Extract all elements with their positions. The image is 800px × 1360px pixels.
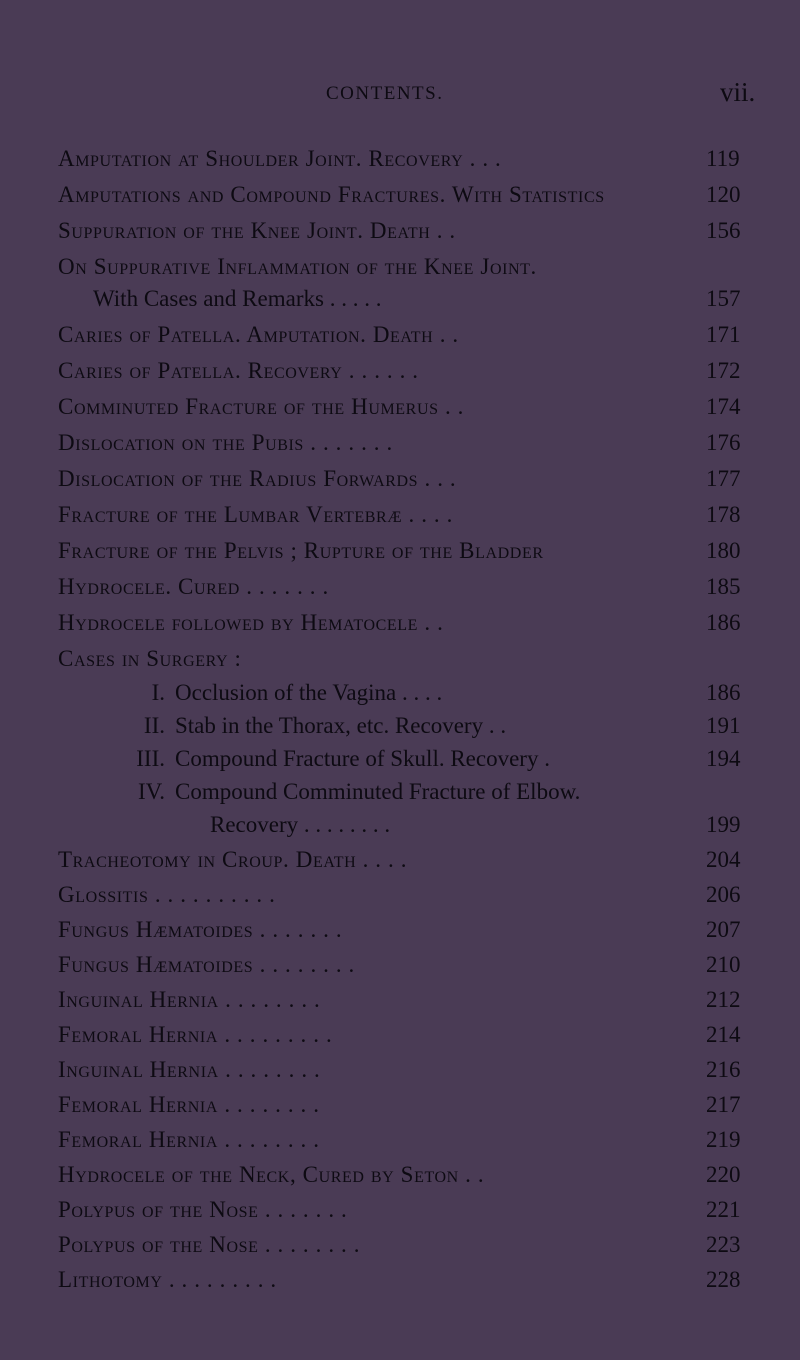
toc-entry: Hydrocele followed by Hematocele . . 186: [58, 610, 741, 635]
toc-entry: With Cases and Remarks . . . . . 157: [93, 286, 741, 311]
toc-entry: Inguinal Hernia . . . . . . . . 212: [58, 987, 741, 1012]
toc-entry: On Suppurative Inflammation of the Knee Joint.: [58, 254, 537, 279]
toc-entry: Femoral Hernia . . . . . . . . . 214: [58, 1022, 741, 1047]
page-header: [0, 77, 800, 113]
toc-entry: Fungus Hæmatoides . . . . . . . . 210: [58, 952, 741, 977]
toc-entry: Glossitis . . . . . . . . . . 206: [58, 882, 741, 907]
toc-entry: Caries of Patella. Amputation. Death . . 171: [58, 322, 741, 347]
toc-entry: Polypus of the Nose . . . . . . . 221: [58, 1197, 741, 1222]
toc-entry: Femoral Hernia . . . . . . . . 217: [58, 1092, 741, 1117]
toc-entry: II. Stab in the Thorax, etc. Recovery . . 191: [143, 713, 741, 738]
toc-entry: Fracture of the Pelvis ; Rupture of the Bladder 180: [58, 538, 741, 563]
toc-entry: Amputations and Compound Fractures. With Statistics 120: [58, 182, 741, 207]
toc-entry: Suppuration of the Knee Joint. Death . . 156: [58, 218, 741, 243]
toc-entry: Cases in Surgery :: [58, 646, 242, 671]
toc-entry: III. Compound Fracture of Skull. Recovery . 194: [136, 746, 741, 771]
toc-entry: Tracheotomy in Croup. Death . . . . 204: [58, 847, 741, 872]
toc-entry: IV. Compound Comminuted Fracture of Elbow.: [137, 779, 581, 804]
page-title: CONTENTS.: [326, 83, 444, 104]
toc-entry: Dislocation of the Radius Forwards . . . 177: [58, 466, 741, 491]
toc-entry: Caries of Patella. Recovery . . . . . . 172: [58, 358, 741, 383]
toc-entry: Comminuted Fracture of the Humerus . . 174: [58, 394, 741, 419]
toc-entry: Hydrocele. Cured . . . . . . . 185: [58, 574, 741, 599]
toc-entry: Lithotomy . . . . . . . . . 228: [58, 1267, 741, 1292]
toc-entry: Recovery . . . . . . . . 199: [210, 812, 741, 837]
toc-entry: Polypus of the Nose . . . . . . . . 223: [58, 1232, 741, 1257]
toc-entry: I. Occlusion of the Vagina . . . . 186: [151, 680, 741, 705]
toc-entry: Hydrocele of the Neck, Cured by Seton . . 220: [58, 1162, 741, 1187]
toc-entry: Femoral Hernia . . . . . . . . 219: [58, 1127, 741, 1152]
page-number: vii.: [720, 77, 756, 107]
toc-entry: Amputation at Shoulder Joint. Recovery . . . 119: [58, 146, 740, 171]
toc-entry: Fracture of the Lumbar Vertebræ . . . . 178: [58, 502, 741, 527]
toc-entry: Dislocation on the Pubis . . . . . . . 176: [58, 430, 741, 455]
toc-entry: Fungus Hæmatoides . . . . . . . 207: [58, 917, 741, 942]
toc-entry: Inguinal Hernia . . . . . . . . 216: [58, 1057, 741, 1082]
